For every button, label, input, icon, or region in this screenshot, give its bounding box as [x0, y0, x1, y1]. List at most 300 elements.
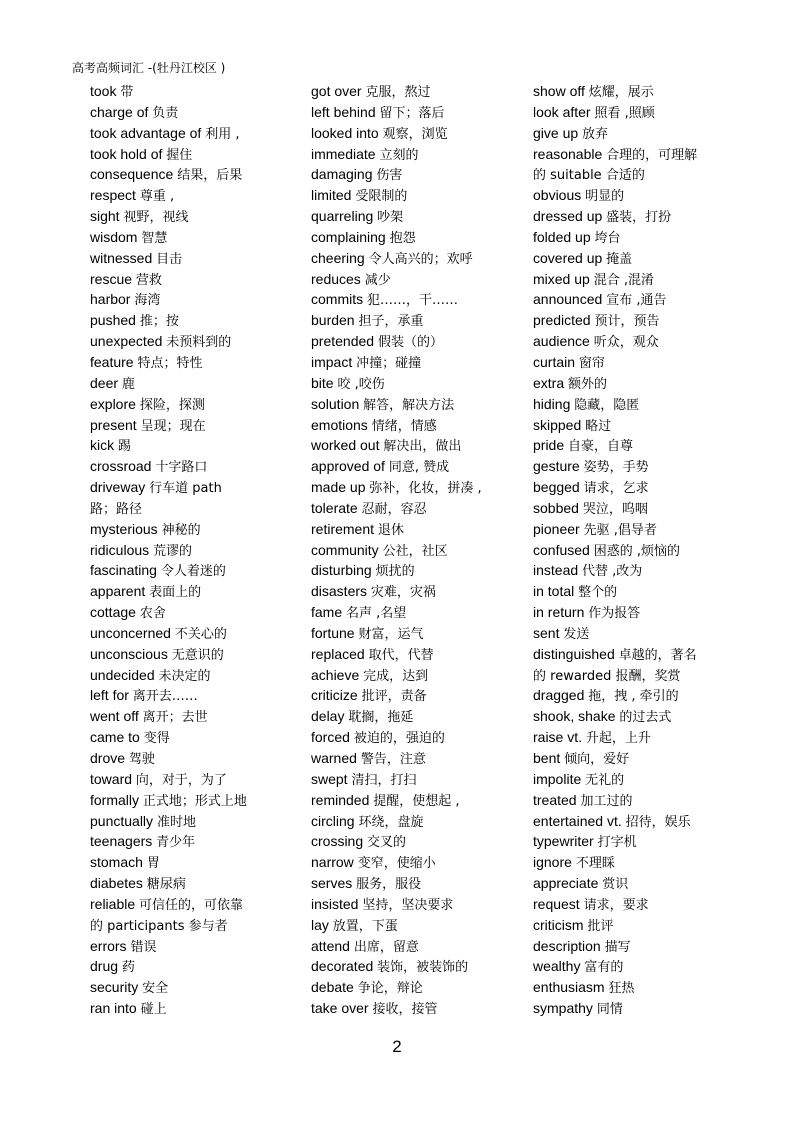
vocab-entry	[90, 227, 247, 248]
vocab-meaning: 正式地；形式上地	[142, 793, 247, 809]
vocab-word: reasonable	[533, 145, 607, 162]
vocab-meaning: 请求，要求	[583, 897, 649, 913]
vocab-entry	[90, 248, 247, 269]
vocab-meaning: 取代，代替	[368, 647, 434, 663]
vocab-meaning: 哭泣，呜咽	[582, 501, 648, 517]
vocab-word: serves	[311, 875, 357, 892]
vocab-meaning: 离开去……	[132, 689, 198, 705]
page-header: 高考高频词汇 -(牡丹江校区 )	[72, 61, 226, 75]
vocab-word: tolerate	[311, 499, 362, 516]
vocab-meaning: 招待，娱乐	[625, 814, 691, 830]
vocab-entry	[90, 936, 247, 957]
vocab-word: show off	[533, 83, 589, 99]
vocab-entry	[533, 811, 697, 832]
vocab-entry	[311, 435, 482, 456]
vocab-meaning: 财富，运气	[358, 626, 424, 642]
vocab-word: insisted	[311, 895, 363, 912]
vocab-entry	[533, 206, 697, 227]
vocab-meaning: 完成，达到	[363, 668, 429, 684]
vocab-entry	[311, 415, 482, 436]
vocab-word: pioneer	[533, 520, 584, 537]
vocab-word: took advantage of	[90, 124, 206, 141]
vocab-word: audience	[533, 333, 594, 350]
vocab-entry	[311, 915, 482, 936]
vocab-meaning: 困惑的 ,烦恼的	[593, 543, 680, 559]
vocab-entry	[90, 144, 247, 165]
vocab-entry	[533, 81, 697, 102]
vocab-entry	[311, 102, 482, 123]
vocab-meaning: 尊重 ,	[139, 189, 175, 205]
vocab-word: description	[533, 937, 605, 954]
vocab-word: punctually	[90, 812, 157, 829]
vocab-meaning: 解答，解决方法	[363, 397, 455, 413]
vocab-meaning: 变得	[143, 731, 170, 747]
vocab-meaning: 担子，承重	[358, 314, 424, 330]
vocab-word: swept	[311, 770, 352, 787]
vocab-word: bent	[533, 750, 565, 766]
vocab-word: begged	[533, 479, 584, 496]
vocab-meaning: 向，对于，为了	[135, 772, 227, 788]
vocab-entry	[533, 852, 697, 873]
vocab-word: fortune	[311, 624, 359, 641]
vocab-entry	[90, 727, 247, 748]
vocab-entry	[90, 685, 247, 706]
vocab-entry	[90, 852, 247, 873]
vocab-entry	[311, 602, 482, 623]
vocab-word: dressed up	[533, 208, 607, 225]
vocab-meaning: 立刻的	[379, 147, 419, 163]
vocab-entry	[533, 831, 697, 852]
vocab-entry	[90, 560, 247, 581]
vocab-meaning: 营救	[135, 272, 162, 288]
vocab-word: stomach	[90, 854, 147, 871]
vocab-word: burden	[311, 312, 359, 329]
page-number: 2	[392, 1037, 402, 1056]
vocab-meaning: 争论，辩论	[357, 981, 423, 997]
vocab-entry	[533, 936, 697, 957]
vocab-meaning: 额外的	[568, 376, 608, 392]
vocab-word: narrow	[311, 854, 358, 871]
vocab-entry	[533, 248, 697, 269]
vocab-word: respect	[90, 187, 140, 204]
vocab-meaning: 拖，拽 , 牵引的	[588, 689, 679, 705]
vocab-word: folded up	[533, 228, 595, 245]
vocab-meaning: 探险，探测	[139, 397, 205, 413]
vocab-meaning: 名声 ,名望	[346, 606, 407, 622]
vocab-entry	[533, 560, 697, 581]
vocab-entry	[311, 227, 482, 248]
vocab-column-3	[533, 81, 697, 1019]
vocab-word: shook, shake	[533, 708, 620, 725]
vocab-entry	[533, 123, 697, 144]
vocab-word: unconscious	[90, 645, 172, 662]
vocab-entry	[311, 123, 482, 144]
vocab-word: crossroad	[90, 458, 156, 475]
vocab-meaning: 请求，乞求	[583, 481, 649, 497]
vocab-word: sobbed	[533, 499, 583, 516]
vocab-meaning: 结果，后果	[177, 168, 243, 184]
vocab-entry	[311, 727, 482, 748]
vocab-entry	[311, 769, 482, 790]
vocab-meaning: 路；路径	[90, 501, 143, 517]
vocab-word: dragged	[533, 687, 589, 704]
vocab-meaning: 视野，视线	[123, 210, 189, 226]
vocab-entry	[311, 248, 482, 269]
vocab-word: ignore	[533, 854, 576, 871]
vocab-entry	[311, 685, 482, 706]
vocab-entry	[533, 352, 697, 373]
vocab-entry	[533, 727, 697, 748]
vocab-entry	[90, 352, 247, 373]
vocab-meaning: 未预料到的	[166, 335, 232, 351]
vocab-word: unconcerned	[90, 624, 175, 641]
vocab-meaning: 姿势，手势	[583, 460, 649, 476]
vocab-word: disturbing	[311, 562, 376, 579]
vocab-meaning: 自豪，自尊	[568, 439, 634, 455]
vocab-word: driveway	[90, 479, 150, 496]
vocab-word: sight	[90, 208, 124, 225]
vocab-word: decorated	[311, 958, 378, 975]
vocab-word: hiding	[533, 395, 575, 412]
vocab-entry	[533, 623, 697, 644]
vocab-meaning: 退休	[377, 522, 404, 538]
vocab-meaning: 批评，责备	[361, 689, 427, 705]
vocab-entry	[533, 144, 697, 165]
vocab-meaning: 掩盖	[606, 251, 633, 267]
vocab-entry	[311, 352, 482, 373]
vocab-meaning: 合理的，可理解	[606, 147, 698, 163]
vocab-word: treated	[533, 791, 581, 808]
vocab-entry	[533, 227, 697, 248]
vocab-meaning: 同情	[596, 1002, 623, 1018]
vocab-word: extra	[533, 374, 569, 391]
vocab-word: reliable	[90, 895, 140, 912]
vocab-meaning: 打字机	[597, 835, 637, 851]
vocab-entry	[90, 477, 247, 498]
vocab-meaning: 解决出，做出	[383, 439, 462, 455]
vocab-entry	[311, 206, 482, 227]
vocab-word: forced	[311, 729, 354, 746]
vocab-meaning: 烦扰的	[375, 564, 415, 580]
vocab-meaning: 窗帘	[578, 355, 605, 371]
vocab-meaning: 赏识	[602, 877, 629, 893]
vocab-word: skipped	[533, 416, 586, 433]
vocab-entry	[90, 665, 247, 686]
vocab-meaning: 接收，接管	[372, 1002, 438, 1018]
vocab-entry	[90, 456, 247, 477]
vocab-entry	[533, 394, 697, 415]
vocab-meaning: 灾难，灾祸	[370, 585, 436, 601]
vocab-entry	[311, 811, 482, 832]
vocab-word: undecided	[90, 666, 159, 683]
vocab-meaning: 的 suitable 合适的	[533, 168, 645, 184]
vocab-word: witnessed	[90, 249, 157, 266]
vocab-word: left behind	[311, 103, 380, 120]
vocab-meaning: 目击	[156, 251, 183, 267]
vocab-word: disasters	[311, 583, 371, 600]
vocab-meaning: 隐藏，隐匿	[574, 397, 640, 413]
vocab-meaning: 减少	[364, 272, 391, 288]
vocab-word: cottage	[90, 604, 140, 621]
vocab-entry	[311, 373, 482, 394]
vocab-meaning: 无意识的	[171, 647, 224, 663]
vocab-word: circling	[311, 812, 359, 829]
vocab-entry	[311, 560, 482, 581]
vocab-entry	[311, 831, 482, 852]
vocab-meaning: 发送	[563, 626, 590, 642]
vocab-entry	[311, 748, 482, 769]
vocab-meaning: 青少年	[156, 835, 196, 851]
vocab-entry	[311, 873, 482, 894]
vocab-entry	[311, 331, 482, 352]
vocab-meaning: 照看 ,照顾	[594, 105, 655, 121]
vocab-meaning: 胃	[146, 856, 160, 872]
vocab-entry	[90, 581, 247, 602]
vocab-meaning: 提醒，使想起 ,	[373, 793, 460, 809]
vocab-meaning: 智慧	[141, 230, 168, 246]
vocab-meaning: 不关心的	[174, 626, 227, 642]
vocab-word: in total	[533, 583, 579, 600]
vocab-entry	[90, 956, 247, 977]
vocab-word: request	[533, 895, 584, 912]
vocab-meaning: 荒谬的	[153, 543, 193, 559]
vocab-word: pushed	[90, 312, 140, 329]
vocab-entry	[533, 102, 697, 123]
vocab-meaning: 公社，社区	[382, 543, 448, 559]
vocab-entry	[533, 415, 697, 436]
vocab-word: pride	[533, 437, 569, 454]
vocab-entry	[90, 769, 247, 790]
vocab-meaning: 同意, 赞成	[388, 460, 450, 476]
vocab-entry	[533, 540, 697, 561]
vocab-entry	[311, 852, 482, 873]
vocab-entry	[533, 998, 697, 1019]
vocab-entry	[90, 373, 247, 394]
vocab-entry	[533, 706, 697, 727]
vocab-entry	[90, 790, 247, 811]
vocab-word: confused	[533, 541, 594, 558]
vocab-meaning: 作为报答	[588, 606, 641, 622]
vocab-meaning: 冲撞；碰撞	[356, 355, 422, 371]
vocab-meaning: 离开；去世	[142, 710, 208, 726]
vocab-word: lay	[311, 916, 333, 933]
vocab-meaning: 海湾	[134, 293, 161, 309]
vocab-word: covered up	[533, 249, 607, 266]
vocab-word: take over	[311, 1000, 373, 1017]
vocab-word: solution	[311, 395, 364, 412]
vocab-meaning: 受限制的	[355, 189, 408, 205]
vocab-meaning: 伤害	[376, 168, 403, 184]
vocab-meaning: 抱怨	[389, 230, 416, 246]
vocab-entry	[311, 498, 482, 519]
vocab-meaning: 令人高兴的；欢呼	[368, 251, 473, 267]
vocab-word: instead	[533, 562, 583, 579]
vocab-word: sympathy	[533, 1000, 597, 1017]
vocab-word: enthusiasm	[533, 979, 609, 996]
vocab-entry	[533, 956, 697, 977]
vocab-meaning: 宣布 ,通告	[606, 293, 667, 309]
vocab-meaning: 预计，预告	[594, 314, 660, 330]
vocab-meaning: 准时地	[156, 814, 196, 830]
vocab-word: came to	[90, 729, 144, 746]
vocab-entry	[311, 144, 482, 165]
vocab-meaning: 克服，熬过	[365, 85, 431, 100]
vocab-entry	[533, 185, 697, 206]
vocab-entry	[90, 394, 247, 415]
vocab-entry	[90, 894, 247, 915]
vocab-word: replaced	[311, 645, 369, 662]
vocab-word: entertained vt.	[533, 812, 626, 829]
vocab-word: announced	[533, 291, 607, 308]
vocab-word: give up	[533, 124, 583, 141]
vocab-meaning: 交叉的	[367, 835, 407, 851]
vocab-word: left for	[90, 687, 133, 704]
vocab-word: drug	[90, 958, 122, 975]
vocab-meaning: 表面上的	[149, 585, 202, 601]
vocab-meaning: 富有的	[584, 960, 624, 976]
vocab-entry	[311, 456, 482, 477]
vocab-word: attend	[311, 937, 354, 954]
vocab-entry	[90, 748, 247, 769]
vocab-word: took	[90, 83, 121, 99]
vocab-entry	[90, 415, 247, 436]
vocab-entry	[533, 498, 697, 519]
vocab-entry	[90, 269, 247, 290]
vocab-meaning: 出席，留意	[353, 939, 419, 955]
vocab-meaning: 清扫，打扫	[351, 772, 417, 788]
vocab-meaning: 变窄，使缩小	[357, 856, 436, 872]
vocab-meaning: 盛装，打扮	[606, 210, 672, 226]
vocab-meaning: 吵架	[377, 210, 404, 226]
vocab-word: typewriter	[533, 833, 598, 850]
vocab-entry	[533, 164, 697, 185]
vocab-meaning: 批评	[587, 918, 614, 934]
vocab-meaning: 可信任的，可依靠	[139, 897, 244, 913]
vocab-meaning: 被迫的，强迫的	[353, 731, 445, 747]
vocab-meaning: 警告，注意	[360, 752, 426, 767]
vocab-meaning: 呈现；现在	[140, 418, 206, 434]
vocab-word: criticism	[533, 916, 588, 933]
vocab-word: approved of	[311, 458, 389, 475]
vocab-word: took hold of	[90, 145, 167, 162]
vocab-word: made up	[311, 479, 370, 496]
vocab-meaning: 观察，浏览	[382, 126, 448, 142]
vocab-meaning: 明显的	[585, 189, 625, 205]
vocab-meaning: 狂热	[608, 981, 635, 997]
vocab-entry	[533, 373, 697, 394]
vocab-entry	[90, 289, 247, 310]
vocab-entry	[311, 81, 482, 102]
vocab-entry	[311, 540, 482, 561]
vocab-meaning: 装饰，被装饰的	[377, 960, 469, 976]
vocab-entry	[90, 185, 247, 206]
vocab-word: wealthy	[533, 958, 585, 975]
vocab-meaning: 忍耐，容忍	[361, 501, 427, 517]
vocab-meaning: 环绕，盘旋	[358, 814, 424, 830]
vocab-entry	[90, 331, 247, 352]
vocab-word: harbor	[90, 291, 135, 308]
vocab-entry	[533, 873, 697, 894]
vocab-meaning: 带	[120, 85, 134, 100]
vocab-word: debate	[311, 979, 358, 996]
vocab-entry	[90, 102, 247, 123]
vocab-word: feature	[90, 353, 138, 370]
vocab-meaning: 弥补，化妆，拼凑 ,	[369, 481, 482, 497]
vocab-meaning: 放弃	[582, 126, 609, 142]
vocab-entry	[90, 706, 247, 727]
vocab-entry	[90, 811, 247, 832]
vocab-column-2	[311, 81, 482, 1019]
vocab-entry	[90, 915, 247, 936]
vocab-meaning: 假装（的）	[377, 335, 443, 351]
vocab-word: impact	[311, 353, 357, 370]
vocab-meaning: 特点；特性	[137, 355, 203, 371]
vocab-word: security	[90, 979, 143, 996]
vocab-meaning: 混合 ,混淆	[593, 272, 654, 288]
vocab-meaning: 不理睬	[575, 856, 615, 872]
vocab-entry	[311, 623, 482, 644]
vocab-entry	[311, 164, 482, 185]
vocab-word: bite	[311, 374, 338, 391]
vocab-entry	[533, 644, 697, 665]
vocab-word: immediate	[311, 145, 380, 162]
vocab-meaning: 农舍	[139, 606, 166, 622]
vocab-meaning: 咬 ,咬伤	[337, 376, 385, 392]
vocab-meaning: 药	[121, 960, 135, 976]
vocab-meaning: 利用 ,	[205, 126, 240, 142]
vocab-entry	[533, 915, 697, 936]
vocab-meaning: 描写	[604, 939, 631, 955]
vocab-meaning: 留下；落后	[379, 105, 445, 121]
vocab-meaning: 错误	[130, 939, 157, 955]
vocab-meaning: 令人着迷的	[160, 564, 226, 580]
vocab-entry	[311, 644, 482, 665]
vocab-word: unexpected	[90, 333, 167, 350]
vocab-word: apparent	[90, 583, 150, 600]
vocab-entry	[533, 894, 697, 915]
vocab-meaning: 升起，上升	[585, 731, 651, 747]
vocab-entry	[90, 498, 247, 519]
vocab-entry	[90, 873, 247, 894]
vocab-meaning: 的 rewarded 报酬，奖赏	[533, 668, 681, 684]
vocab-meaning: 鹿	[121, 376, 135, 392]
vocab-meaning: 踢	[118, 439, 132, 455]
vocab-word: rescue	[90, 270, 136, 287]
vocab-entry	[533, 269, 697, 290]
vocab-entry	[90, 435, 247, 456]
vocab-word: look after	[533, 103, 595, 120]
vocab-entry	[533, 790, 697, 811]
vocab-meaning: 犯……，干……	[367, 293, 459, 309]
vocab-word: mixed up	[533, 270, 594, 287]
vocab-entry	[311, 269, 482, 290]
vocab-meaning: 安全	[142, 981, 169, 997]
vocab-meaning: 先驱 ,倡导者	[583, 522, 657, 538]
vocab-word: ridiculous	[90, 541, 154, 558]
vocab-entry	[90, 831, 247, 852]
vocab-entry	[533, 310, 697, 331]
vocab-meaning: 情绪，情感	[371, 418, 437, 434]
vocab-meaning: 驾驶	[128, 752, 155, 767]
vocab-word: diabetes	[90, 875, 147, 892]
vocab-entry	[533, 477, 697, 498]
vocab-word: commits	[311, 291, 367, 308]
vocab-entry	[533, 665, 697, 686]
vocab-entry	[90, 81, 247, 102]
vocab-entry	[311, 790, 482, 811]
vocab-meaning: 放置，下蛋	[332, 918, 398, 934]
vocab-meaning: 略过	[585, 418, 612, 434]
